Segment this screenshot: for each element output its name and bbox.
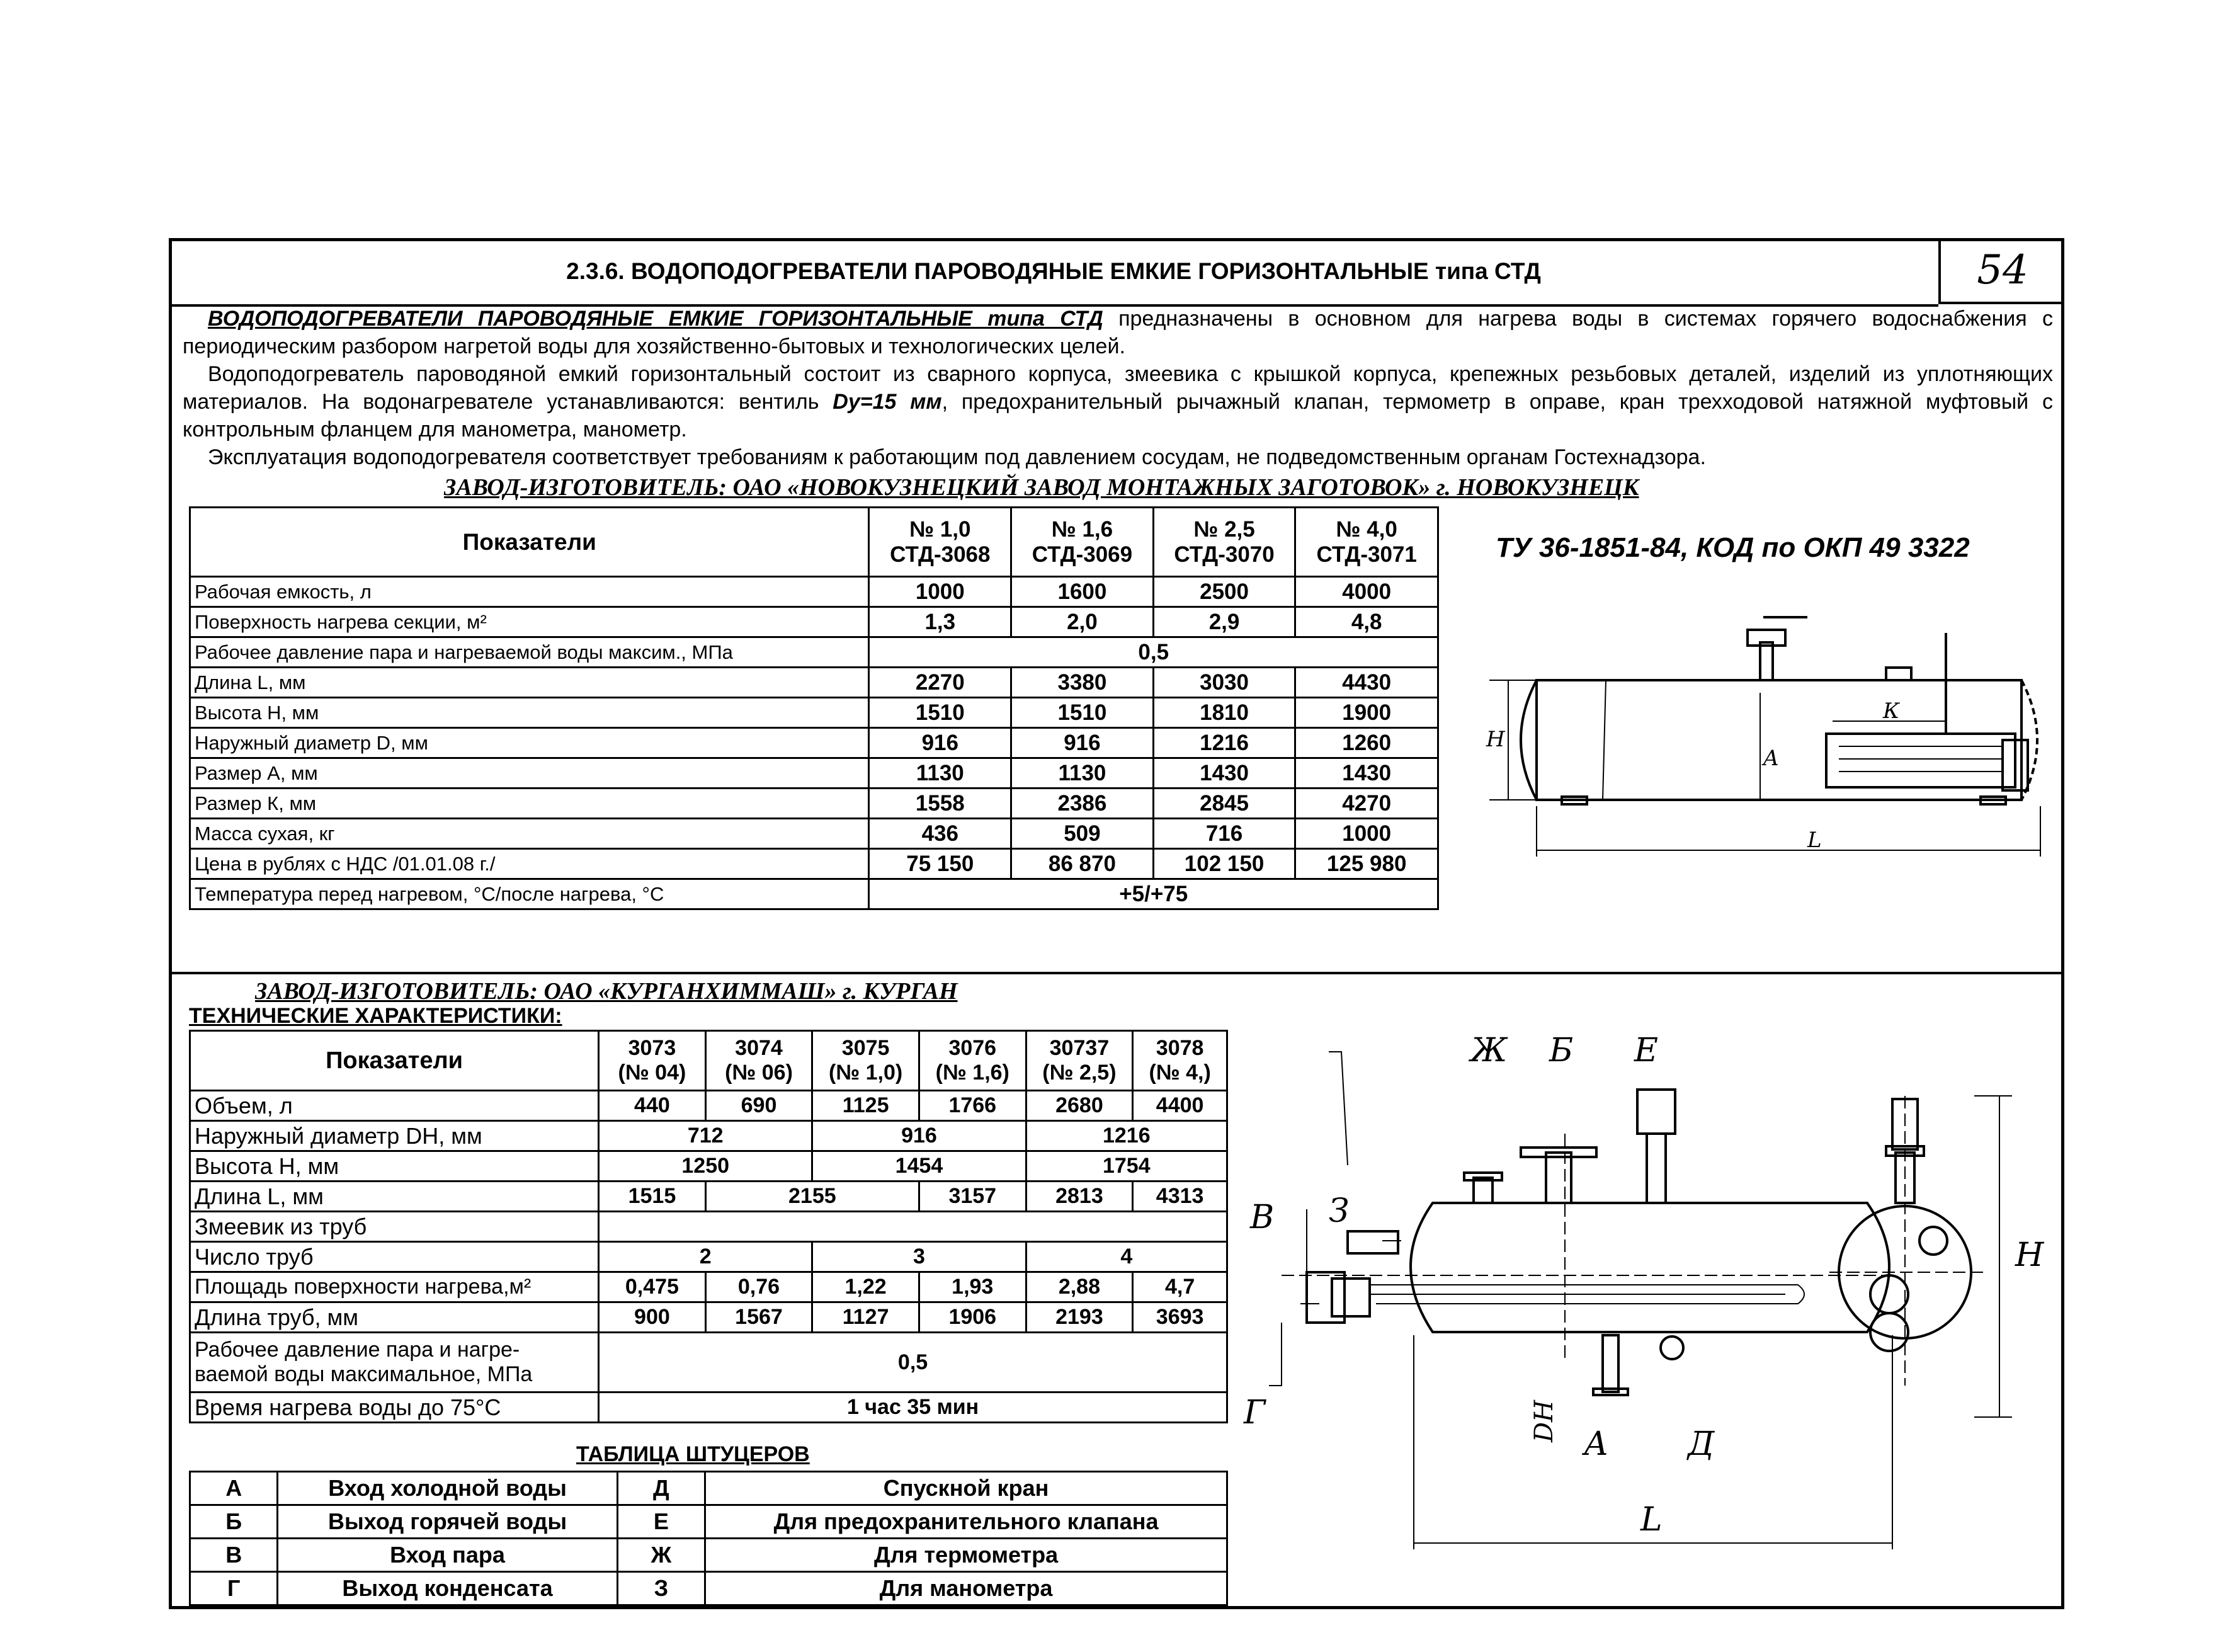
specs-table-kurgan — [189, 1030, 1228, 1423]
table-row: Число труб 2 3 4 — [190, 1242, 1227, 1272]
table-row: Б Выход горячей воды Е Для предохранительного клапана — [190, 1505, 1227, 1539]
table-row: Масса сухая, кг 436 509 716 1000 — [190, 819, 1438, 849]
header-cell: Показатели — [190, 508, 869, 577]
table-row: Рабочее давление пара и нагреваемой воды максим., МПа 0,5 — [190, 637, 1438, 668]
table-row: Длина L, мм 2270 3380 3030 4430 — [190, 668, 1438, 698]
table-row: А Вход холодной воды Д Спускной кран — [190, 1472, 1227, 1505]
header-cell: 3076 (№ 1,6) — [919, 1031, 1026, 1091]
header-cell: 3075 (№ 1,0) — [812, 1031, 919, 1091]
header-cell: 3074 (№ 06) — [705, 1031, 812, 1091]
label-v: В — [1250, 1199, 1275, 1236]
table-row: Длина труб, мм 900 1567 1127 1906 2193 3693 — [190, 1302, 1227, 1333]
table-row: Цена в рублях с НДС /01.01.08 г./ 75 150 86 870 102 150 125 980 — [190, 849, 1438, 879]
header-cell: № 1,6 СТД-3069 — [1011, 508, 1154, 577]
dim-k-label: К — [1883, 698, 1900, 724]
header-cell: № 2,5 СТД-3070 — [1153, 508, 1295, 577]
label-z: З — [1329, 1192, 1350, 1230]
section-divider — [169, 972, 2064, 974]
table-row: Г Выход конденсата З Для манометра — [190, 1572, 1227, 1605]
label-e: Е — [1634, 1032, 1658, 1069]
label-dn: DН — [1530, 1400, 1559, 1442]
header-cell: № 4,0 СТД-3071 — [1295, 508, 1438, 577]
header-cell: Показатели — [190, 1031, 599, 1091]
table-row: Температура перед нагревом, °С/после нагрева, °С +5/+75 — [190, 879, 1438, 909]
table-row: Наружный диаметр DН, мм 712 916 1216 — [190, 1121, 1227, 1151]
table-row: Высота H, мм 1510 1510 1810 1900 — [190, 698, 1438, 728]
label-g: Г — [1244, 1394, 1266, 1432]
table-row: Время нагрева воды до 75°С 1 час 35 мин — [190, 1393, 1227, 1423]
header-cell: 3073 (№ 04) — [599, 1031, 706, 1091]
intro-lead: ВОДОПОДОГРЕВАТЕЛИ ПАРОВОДЯНЫЕ ЕМКИЕ ГОРИЗОНТАЛЬНЫЕ типа СТД — [208, 307, 1103, 331]
intro-p3: Эксплуатация водоподогревателя соответствует требованиям к работающим под давлением сосудам, не подведомственным органам Гостехнадзора. — [208, 445, 1706, 469]
specs-table-std — [189, 506, 1439, 910]
header-cell: № 1,0 СТД-3068 — [869, 508, 1011, 577]
fittings-caption: ТАБЛИЦА ШТУЦЕРОВ — [576, 1442, 810, 1466]
table-row: Рабочая емкость, л 1000 1600 2500 4000 — [190, 577, 1438, 607]
table-row: Размер А, мм 1130 1130 1430 1430 — [190, 758, 1438, 789]
label-zh: Ж — [1470, 1032, 1508, 1069]
tu-code: ТУ 36-1851-84, КОД по ОКП 49 3322 — [1496, 532, 1970, 563]
fittings-table — [189, 1471, 1228, 1606]
table-row: В Вход пара Ж Для термометра — [190, 1539, 1227, 1572]
table-row: Длина L, мм 1515 2155 3157 2813 4313 — [190, 1182, 1227, 1212]
intro-p2c: , предохранительный рычажный клапан, термометр в оправе, кран трехходовой натяжной муфтовый с контрольным фланцем для манометра, манометр. — [183, 390, 2053, 441]
dim-l-label: L — [1807, 828, 1822, 853]
table-row: Площадь поверхности нагрева,м² 0,475 0,76 1,22 1,93 2,88 4,7 — [190, 1272, 1227, 1302]
label-l: L — [1640, 1501, 1663, 1539]
label-h: H — [2015, 1236, 2044, 1274]
table-row: Высота Н, мм 1250 1454 1754 — [190, 1151, 1227, 1182]
label-a: А — [1584, 1425, 1609, 1463]
label-d: Д — [1688, 1425, 1715, 1463]
tech-caption: ТЕХНИЧЕСКИЕ ХАРАКТЕРИСТИКИ: — [189, 1004, 562, 1028]
manufacturer-2: ЗАВОД-ИЗГОТОВИТЕЛЬ: ОАО «КУРГАНХИММАШ» г. КУРГАН — [255, 978, 958, 1005]
intro-p2a: Водоподогреватель пароводяной емкий горизонтальный состоит из сварного корпуса, змеевика с крышкой корпуса, крепежных резьбовых деталей, изделий из уплотняющих материалов. На водонагревателе устанавливаются: вентиль — [183, 362, 2053, 414]
table-row: Объем, л 440 690 1125 1766 2680 4400 — [190, 1091, 1227, 1121]
page-number: 54 — [1938, 238, 2064, 304]
table-row: Размер К, мм 1558 2386 2845 4270 — [190, 789, 1438, 819]
intro-text — [183, 305, 2053, 471]
dim-a-label: A — [1763, 746, 1779, 771]
table-row: Рабочее давление пара и нагре- ваемой воды максимальное, МПа 0,5 — [190, 1333, 1227, 1393]
header-cell: 3078 (№ 4,) — [1133, 1031, 1227, 1091]
manufacturer-1: ЗАВОД-ИЗГОТОВИТЕЛЬ: ОАО «НОВОКУЗНЕЦКИЙ ЗАВОД МОНТАЖНЫХ ЗАГОТОВОК» г. НОВОКУЗНЕЦК — [444, 474, 1639, 501]
heater-drawing-std — [1467, 605, 2047, 882]
table-row: Поверхность нагрева секции, м² 1,3 2,0 2,9 4,8 — [190, 607, 1438, 637]
label-b: Б — [1549, 1032, 1574, 1069]
page-title: 2.3.6. ВОДОПОДОГРЕВАТЕЛИ ПАРОВОДЯНЫЕ ЕМКИЕ ГОРИЗОНТАЛЬНЫЕ типа СТД — [169, 238, 1938, 307]
intro-p2b: Dy=15 мм — [833, 390, 942, 414]
dim-h-label: H — [1486, 727, 1505, 752]
header-cell: 30737 (№ 2,5) — [1026, 1031, 1133, 1091]
table-row: Змеевик из труб — [190, 1212, 1227, 1242]
intro-p1: предназначены в основном для нагрева воды в системах горячего водоснабжения с периодическим разбором нагретой воды для хозяйственно-бытовых и технологических целей. — [183, 307, 2054, 358]
table-row: Наружный диаметр D, мм 916 916 1216 1260 — [190, 728, 1438, 758]
heater-drawing-kurgan — [1231, 1008, 2050, 1575]
